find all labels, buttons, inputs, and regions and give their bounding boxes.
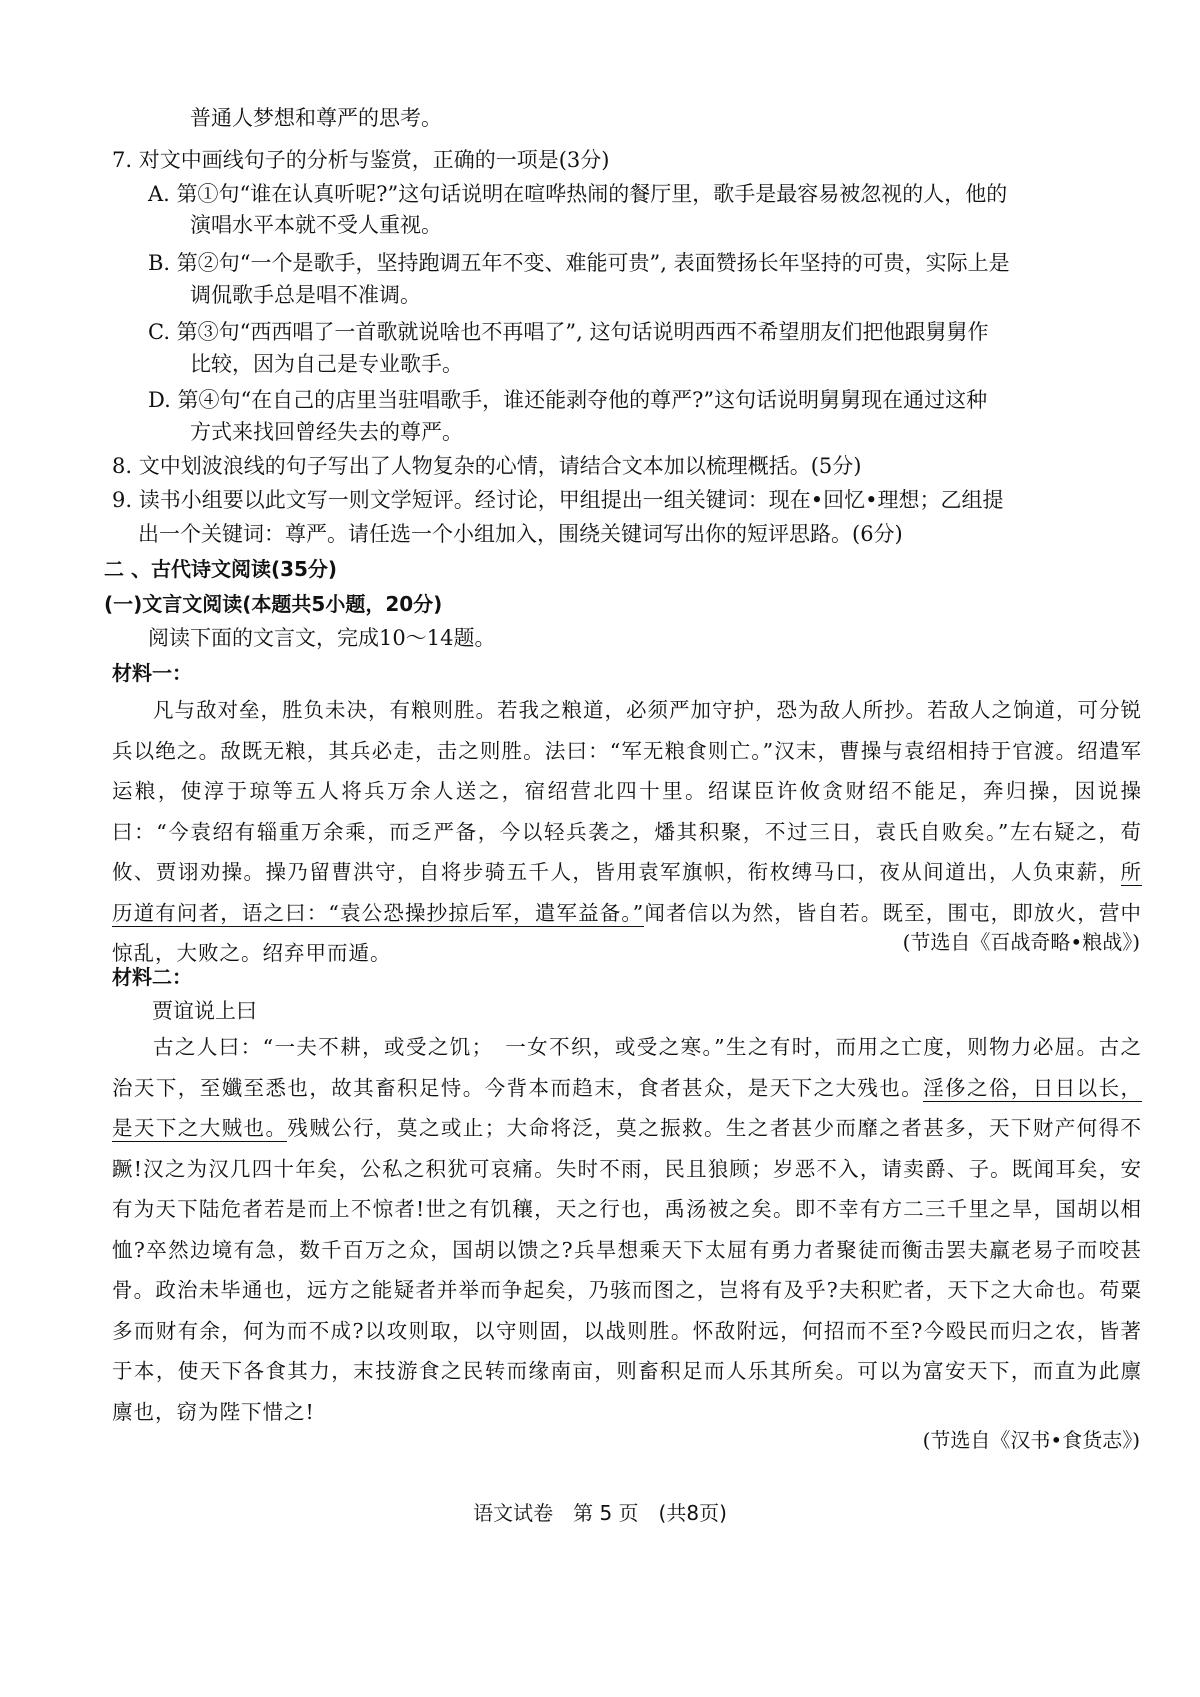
section-heading: 二 、古代诗文阅读(35分) (104, 557, 338, 581)
q7-option-a-line2: 演唱水平本就不受人重视。 (190, 213, 442, 237)
material-2-text-b: 残贼公行，莫之或止；大命将泛，莫之振救。生之者甚少而靡之者甚多，天下财产何得不蹶!汉之为汉几四十年矣，公私之积犹可哀痛。失时不雨，民且狼顾；岁恶不入，请卖爵、子。既闻耳矣，安有为天下陆危者若是而上不惊者!世之有饥穰，天之行也，禹汤被之矣。即不幸有方二三千里之旱，国胡以相恤?卒然边境有急，数千百万之众，国胡以馈之?兵旱想乘天下太屈有勇力者聚徒而衡击罢夫羸老易子而咬甚骨。政治未毕通也，远方之能疑者并举而争起矣，乃骇而图之，岂将有及乎?夫积贮者，天下之大命也。苟粟多而财有余，何为而不成?以攻则取，以守则固，以战则胜。怀敌附远，何招而不至?今殴民而归之农，皆著于本，使天下各食其力，末技游食之民转而缘南亩，则畜积足而人乐其所矣。可以为富安天下，而直为此廪廪也，窃为陛下惜之! (112, 1116, 1143, 1424)
material-2-intro: 贾谊说上曰 (152, 999, 257, 1023)
q7-option-b-line1: B. 第②句“一个是歌手，坚持跑调五年不变、难能可贵”, 表面赞扬长年坚持的可贵，实际上是 (148, 251, 1010, 275)
q7-option-a-line1: A. 第①句“谁在认真听呢?”这句话说明在喧哗热闹的餐厅里，歌手是最容易被忽视的人，他的 (148, 182, 1008, 206)
subsection-heading: (一)文言文阅读(本题共5小题，20分) (104, 592, 443, 616)
material-2-text (112, 1027, 1142, 1432)
material-1-text-a: 凡与敌对垒，胜负未决，有粮则胜。若我之粮道，必须严加守护，恐为敌人所抄。若敌人之饷道，可分锐兵以绝之。敌既无粮，其兵必走，击之则胜。法曰：“军无粮食则亡。”汉末，曹操与袁绍相持于官渡。绍遣军运粮，使淳于琼等五人将兵万余人送之，宿绍营北四十里。绍谋臣许攸贪财绍不能足，奔归操，因说操曰：“今袁绍有辎重万余乘，而乏严备，今以轻兵袭之，燔其积聚，不过三日，袁氏自败矣。”左右疑之，荀攸、贾诩劝操。操乃留曹洪守，自将步骑五千人，皆用袁军旗帜，衔枚缚马口，夜从间道出，人负束薪， (112, 698, 1142, 884)
material-2-label: 材料二： (112, 965, 192, 989)
reading-instruction: 阅读下面的文言文，完成10～14题。 (148, 626, 496, 650)
q7-option-c-line1: C. 第③句“西西唱了一首歌就说啥也不再唱了”, 这句话说明西西不希望朋友们把他跟舅舅作 (148, 320, 989, 344)
q6-continuation: 普通人梦想和尊严的思考。 (190, 106, 442, 130)
material-1-label: 材料一： (112, 661, 192, 685)
material-1-underlined-sentence: 所历道有问者，语之曰：“袁公恐操抄掠后军，遣军益备。” (112, 860, 1142, 925)
material-1-source: (节选自《百战奇略•粮战》) (902, 930, 1140, 954)
q7-option-c-line2: 比较，因为自己是专业歌手。 (190, 352, 463, 376)
material-1-text-b: 闻者信以为然，皆自若。既至，围屯，即放火，营中惊乱，大败之。绍弃甲而遁。 (112, 900, 1142, 965)
q7-stem: 7. 对文中画线句子的分析与鉴赏，正确的一项是(3分) (112, 148, 610, 172)
q7-option-d-line2: 方式来找回曾经失去的尊严。 (190, 420, 463, 444)
material-2-underlined-sentence: 淫侈之俗，日日以长，是天下之大贼也。 (112, 1075, 1143, 1140)
q9-line2: 出一个关键词：尊严。请任选一个小组加入，围绕关键词写出你的短评思路。(6分) (138, 522, 903, 546)
material-2-source: (节选自《汉书•食货志》) (922, 1428, 1140, 1452)
material-2-text-a: 古之人曰：“一夫不耕，或受之饥； 一女不织，或受之寒。”生之有时，而用之亡度，则物力必屈。古之治天下，至孅至悉也，故其畜积足恃。今背本而趋末，食者甚众，是天下之大残也。 (112, 1035, 1142, 1100)
page-footer: 语文试卷 第 5 页 (共8页) (473, 1501, 727, 1525)
q7-option-b-line2: 调侃歌手总是唱不准调。 (190, 283, 421, 307)
q7-option-d-line1: D. 第④句“在自己的店里当驻唱歌手，谁还能剥夺他的尊严?”这句话说明舅舅现在通过这种 (148, 388, 988, 412)
q9-line1: 9. 读书小组要以此文写一则文学短评。经讨论，甲组提出一组关键词：现在•回忆•理想；乙组提 (112, 488, 1004, 512)
q8-stem: 8. 文中划波浪线的句子写出了人物复杂的心情，请结合文本加以梳理概括。(5分) (112, 454, 862, 478)
